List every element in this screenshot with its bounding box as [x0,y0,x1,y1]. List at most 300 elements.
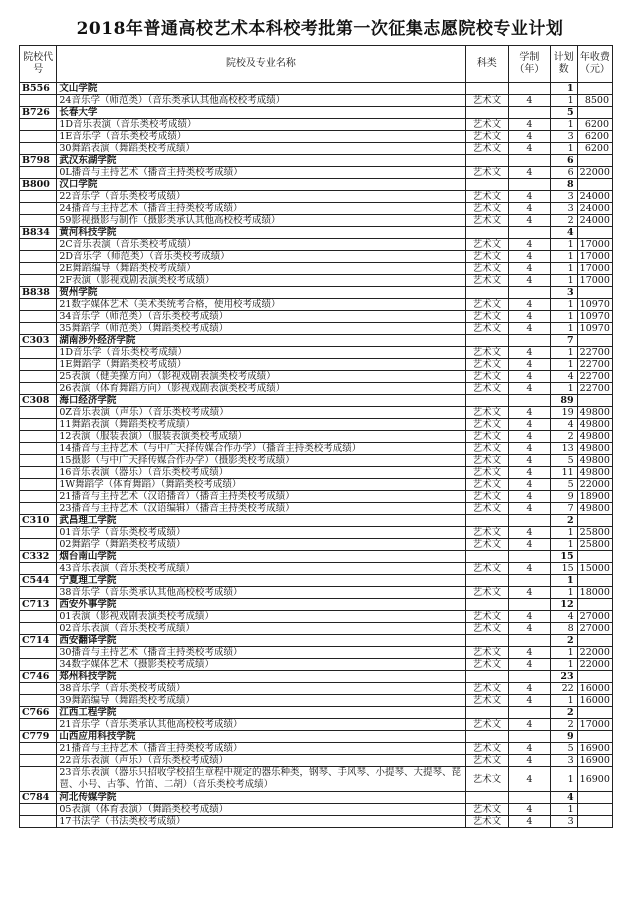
major-years: 4 [509,143,551,155]
major-name: 26表演（体育舞蹈方向）（影视戏剧表演类校考成绩） [57,383,465,395]
major-row [20,275,613,287]
header-plan: 计划数 [550,46,577,83]
major-row [20,347,613,359]
major-years: 4 [509,203,551,215]
major-name: 22音乐表演（声乐）（音乐类校考成绩） [57,755,465,767]
major-row [20,323,613,335]
major-years: 4 [509,263,551,275]
school-years [509,575,551,587]
school-fee [577,731,612,743]
school-fee [577,551,612,563]
major-row [20,371,613,383]
major-name: 02音乐表演（音乐类校考成绩） [57,623,465,635]
major-plan: 19 [550,407,577,419]
school-type [465,287,509,299]
school-code: B800 [20,179,57,191]
school-type [465,551,509,563]
school-code: C714 [20,635,57,647]
major-code-cell [20,623,57,635]
major-plan: 13 [550,443,577,455]
school-type [465,575,509,587]
major-plan: 1 [550,647,577,659]
major-type: 艺术文 [465,719,509,731]
major-code-cell [20,743,57,755]
major-plan: 1 [550,323,577,335]
major-type: 艺术文 [465,563,509,575]
major-plan: 4 [550,371,577,383]
major-years: 4 [509,215,551,227]
major-type: 艺术文 [465,407,509,419]
major-name: 12表演（服装表演）（服装表演类校考成绩） [57,431,465,443]
school-code: C544 [20,575,57,587]
header-type: 科类 [465,46,509,83]
school-years [509,551,551,563]
school-row [20,155,613,167]
major-code-cell [20,371,57,383]
school-code: C303 [20,335,57,347]
school-plan: 4 [550,792,577,804]
header-code: 院校代号 [20,46,57,83]
major-years: 4 [509,539,551,551]
major-plan: 11 [550,467,577,479]
major-years: 4 [509,371,551,383]
school-years [509,671,551,683]
major-plan: 1 [550,239,577,251]
major-type: 艺术文 [465,239,509,251]
major-plan: 1 [550,143,577,155]
major-years: 4 [509,455,551,467]
major-fee: 49800 [577,467,612,479]
school-fee [577,335,612,347]
major-row [20,647,613,659]
major-years: 4 [509,743,551,755]
major-row [20,683,613,695]
school-code: C310 [20,515,57,527]
school-code: C746 [20,671,57,683]
major-type: 艺术文 [465,347,509,359]
school-row [20,551,613,563]
major-name: 17书法学（书法类校考成绩） [57,816,465,828]
school-fee [577,792,612,804]
major-plan: 8 [550,623,577,635]
school-years [509,395,551,407]
major-fee: 6200 [577,131,612,143]
major-fee: 16900 [577,743,612,755]
major-fee: 17000 [577,263,612,275]
major-name: 21音乐学（音乐类承认其他高校校考成绩） [57,719,465,731]
major-code-cell [20,659,57,671]
major-plan: 3 [550,816,577,828]
major-code-cell [20,683,57,695]
major-fee: 10970 [577,323,612,335]
major-code-cell [20,443,57,455]
major-row [20,719,613,731]
school-name: 山西应用科技学院 [57,731,465,743]
major-row [20,611,613,623]
major-type: 艺术文 [465,119,509,131]
school-fee [577,395,612,407]
major-fee: 16000 [577,683,612,695]
major-row [20,503,613,515]
school-row [20,179,613,191]
major-row [20,467,613,479]
major-fee: 27000 [577,623,612,635]
major-fee: 49800 [577,503,612,515]
school-code: B726 [20,107,57,119]
major-row [20,491,613,503]
major-type: 艺术文 [465,383,509,395]
major-row [20,251,613,263]
major-name: 30播音与主持艺术（播音主持类校考成绩） [57,647,465,659]
major-type: 艺术文 [465,479,509,491]
major-fee: 24000 [577,191,612,203]
major-name: 2E舞蹈编导（舞蹈类校考成绩） [57,263,465,275]
school-type [465,599,509,611]
school-years [509,515,551,527]
major-years: 4 [509,383,551,395]
major-fee: 25800 [577,539,612,551]
major-fee: 49800 [577,407,612,419]
major-fee: 49800 [577,455,612,467]
major-type: 艺术文 [465,299,509,311]
major-row [20,359,613,371]
school-fee [577,179,612,191]
school-name: 烟台南山学院 [57,551,465,563]
major-type: 艺术文 [465,431,509,443]
major-years: 4 [509,299,551,311]
school-years [509,599,551,611]
major-years: 4 [509,167,551,179]
major-code-cell [20,95,57,107]
major-plan: 1 [550,275,577,287]
major-years: 4 [509,191,551,203]
major-years: 4 [509,491,551,503]
school-fee [577,671,612,683]
major-row [20,539,613,551]
school-code: C713 [20,599,57,611]
major-fee: 22700 [577,383,612,395]
major-code-cell [20,479,57,491]
school-type [465,792,509,804]
plan-table [19,45,613,828]
major-type: 艺术文 [465,695,509,707]
major-plan: 1 [550,539,577,551]
major-code-cell [20,359,57,371]
school-name: 西安外事学院 [57,599,465,611]
school-years [509,83,551,95]
major-code-cell [20,719,57,731]
school-plan: 15 [550,551,577,563]
major-plan: 3 [550,203,577,215]
major-type: 艺术文 [465,503,509,515]
major-name: 21播音与主持艺术（播音主持类校考成绩） [57,743,465,755]
major-plan: 1 [550,95,577,107]
major-years: 4 [509,755,551,767]
major-type: 艺术文 [465,215,509,227]
school-years [509,179,551,191]
school-years [509,287,551,299]
major-fee: 24000 [577,215,612,227]
school-code: C779 [20,731,57,743]
major-code-cell [20,407,57,419]
major-plan: 5 [550,455,577,467]
school-fee [577,107,612,119]
major-fee: 22000 [577,479,612,491]
school-plan: 2 [550,635,577,647]
school-plan: 9 [550,731,577,743]
major-plan: 1 [550,119,577,131]
major-name: 11舞蹈表演（舞蹈类校考成绩） [57,419,465,431]
school-plan: 89 [550,395,577,407]
major-type: 艺术文 [465,95,509,107]
major-type: 艺术文 [465,527,509,539]
school-row [20,395,613,407]
major-name: 21数字媒体艺术（美术类统考合格，使用校考成绩） [57,299,465,311]
major-type: 艺术文 [465,167,509,179]
major-row [20,743,613,755]
major-row [20,263,613,275]
major-fee: 10970 [577,311,612,323]
major-years: 4 [509,623,551,635]
major-type: 艺术文 [465,755,509,767]
school-row [20,227,613,239]
major-fee [577,804,612,816]
school-type [465,155,509,167]
major-plan: 1 [550,263,577,275]
school-row [20,792,613,804]
major-code-cell [20,527,57,539]
school-fee [577,227,612,239]
major-type: 艺术文 [465,539,509,551]
school-plan: 1 [550,575,577,587]
major-name: 16音乐表演（器乐）（音乐类校考成绩） [57,467,465,479]
school-plan: 4 [550,227,577,239]
school-type [465,83,509,95]
major-row [20,383,613,395]
major-type: 艺术文 [465,587,509,599]
major-name: 1D音乐表演（音乐类校考成绩） [57,119,465,131]
major-name: 0Z音乐表演（声乐）（音乐类校考成绩） [57,407,465,419]
major-row [20,455,613,467]
page-title: 2018年普通高校艺术本科校考批第一次征集志愿院校专业计划 [76,19,564,39]
school-code: C766 [20,707,57,719]
major-code-cell [20,647,57,659]
school-type [465,227,509,239]
major-type: 艺术文 [465,443,509,455]
major-name: 05表演（体育表演）（舞蹈类校考成绩） [57,804,465,816]
major-code-cell [20,587,57,599]
major-code-cell [20,563,57,575]
major-plan: 1 [550,251,577,263]
major-code-cell [20,119,57,131]
major-name: 21播音与主持艺术（汉语播音）（播音主持类校考成绩） [57,491,465,503]
major-plan: 1 [550,767,577,792]
major-name: 35舞蹈学（师范类）（舞蹈类校考成绩） [57,323,465,335]
major-fee: 16900 [577,767,612,792]
major-row [20,443,613,455]
major-code-cell [20,816,57,828]
major-name: 1D音乐学（音乐类校考成绩） [57,347,465,359]
major-fee: 49800 [577,431,612,443]
major-plan: 1 [550,383,577,395]
major-plan: 9 [550,491,577,503]
major-row [20,239,613,251]
major-code-cell [20,695,57,707]
school-name: 贺州学院 [57,287,465,299]
school-plan: 1 [550,83,577,95]
major-years: 4 [509,587,551,599]
major-fee: 27000 [577,611,612,623]
major-years: 4 [509,275,551,287]
school-row [20,635,613,647]
school-name: 海口经济学院 [57,395,465,407]
major-plan: 15 [550,563,577,575]
major-row [20,695,613,707]
major-name: 1E舞蹈学（舞蹈类校考成绩） [57,359,465,371]
major-years: 4 [509,527,551,539]
major-code-cell [20,804,57,816]
major-name: 0L播音与主持艺术（播音主持类校考成绩） [57,167,465,179]
major-plan: 1 [550,695,577,707]
major-type: 艺术文 [465,323,509,335]
major-code-cell [20,455,57,467]
major-row [20,191,613,203]
major-type: 艺术文 [465,743,509,755]
major-name: 15摄影（与中广天择传媒合作办学）（摄影类校考成绩） [57,455,465,467]
major-years: 4 [509,659,551,671]
major-plan: 5 [550,479,577,491]
major-row [20,767,613,792]
school-name: 河北传媒学院 [57,792,465,804]
major-row [20,119,613,131]
major-fee: 49800 [577,443,612,455]
school-type [465,671,509,683]
school-type [465,635,509,647]
school-name: 长春大学 [57,107,465,119]
school-code: C308 [20,395,57,407]
major-name: 1W舞蹈学（体育舞蹈）（舞蹈类校考成绩） [57,479,465,491]
major-name: 23播音与主持艺术（汉语编辑）（播音主持类校考成绩） [57,503,465,515]
major-row [20,311,613,323]
school-fee [577,707,612,719]
major-code-cell [20,611,57,623]
major-code-cell [20,383,57,395]
school-code: C332 [20,551,57,563]
major-years: 4 [509,647,551,659]
major-fee: 18000 [577,587,612,599]
major-name: 2C音乐表演（音乐类校考成绩） [57,239,465,251]
table-header-row [20,46,613,83]
school-fee [577,575,612,587]
school-fee [577,287,612,299]
major-row [20,563,613,575]
major-type: 艺术文 [465,311,509,323]
school-name: 汉口学院 [57,179,465,191]
school-years [509,731,551,743]
school-years [509,635,551,647]
major-type: 艺术文 [465,467,509,479]
major-fee: 15000 [577,563,612,575]
school-type [465,707,509,719]
major-row [20,95,613,107]
major-fee: 17000 [577,239,612,251]
school-type [465,515,509,527]
major-fee: 18900 [577,491,612,503]
major-row [20,804,613,816]
major-fee: 22700 [577,371,612,383]
school-row [20,671,613,683]
major-years: 4 [509,323,551,335]
school-years [509,335,551,347]
major-type: 艺术文 [465,371,509,383]
school-plan: 3 [550,287,577,299]
major-name: 34音乐学（师范类）（音乐类校考成绩） [57,311,465,323]
major-type: 艺术文 [465,659,509,671]
major-name: 22音乐学（音乐类校考成绩） [57,191,465,203]
major-row [20,659,613,671]
major-plan: 3 [550,755,577,767]
major-code-cell [20,131,57,143]
major-type: 艺术文 [465,816,509,828]
major-name: 43音乐表演（音乐类校考成绩） [57,563,465,575]
school-plan: 8 [550,179,577,191]
major-years: 4 [509,119,551,131]
major-name: 14播音与主持艺术（与中广天择传媒合作办学）（播音主持类校考成绩） [57,443,465,455]
major-years: 4 [509,563,551,575]
major-name: 25表演（健美操方向）（影视戏剧表演类校考成绩） [57,371,465,383]
major-code-cell [20,299,57,311]
major-plan: 22 [550,683,577,695]
major-name: 01表演（影视戏剧表演类校考成绩） [57,611,465,623]
school-name: 郑州科技学院 [57,671,465,683]
major-plan: 4 [550,419,577,431]
major-code-cell [20,191,57,203]
major-years: 4 [509,131,551,143]
school-row [20,515,613,527]
major-code-cell [20,755,57,767]
major-fee: 17000 [577,719,612,731]
school-plan: 23 [550,671,577,683]
school-years [509,155,551,167]
major-code-cell [20,347,57,359]
major-fee: 25800 [577,527,612,539]
major-row [20,167,613,179]
major-type: 艺术文 [465,611,509,623]
school-years [509,707,551,719]
school-name: 文山学院 [57,83,465,95]
school-fee [577,599,612,611]
major-years: 4 [509,95,551,107]
major-name: 2F表演（影视戏剧表演类校考成绩） [57,275,465,287]
major-years: 4 [509,251,551,263]
major-row [20,527,613,539]
major-type: 艺术文 [465,623,509,635]
school-code: B834 [20,227,57,239]
school-row [20,731,613,743]
school-name: 宁夏理工学院 [57,575,465,587]
school-row [20,83,613,95]
major-type: 艺术文 [465,804,509,816]
school-fee [577,515,612,527]
major-years: 4 [509,683,551,695]
major-name: 59影视摄影与制作（摄影类承认其他高校校考成绩） [57,215,465,227]
major-plan: 2 [550,719,577,731]
major-plan: 2 [550,431,577,443]
school-row [20,599,613,611]
major-fee: 22000 [577,647,612,659]
major-code-cell [20,167,57,179]
major-code-cell [20,431,57,443]
